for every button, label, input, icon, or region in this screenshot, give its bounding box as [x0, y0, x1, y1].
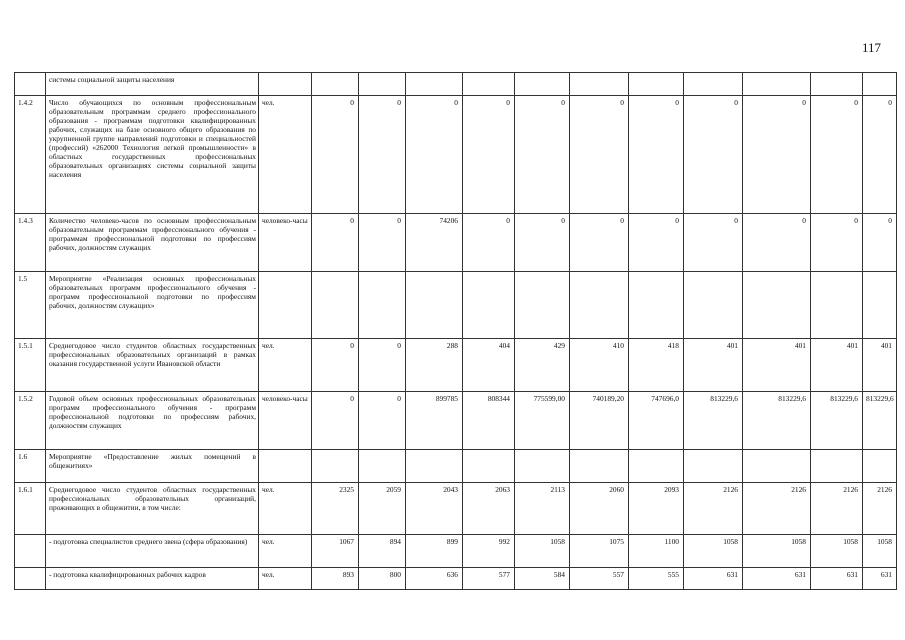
value-cell: [863, 272, 897, 339]
row-description: Среднегодовое число студентов областных государственных профессиональных образовательных организаций в рамках оказания государственной услуги Ивановской области: [46, 339, 259, 392]
row-unit: [259, 73, 312, 96]
value-cell: [743, 450, 811, 483]
value-cell: 2060: [570, 483, 629, 535]
value-cell: 418: [629, 339, 684, 392]
value-cell: [312, 450, 359, 483]
value-cell: 2043: [406, 483, 463, 535]
value-cell: [570, 450, 629, 483]
value-cell: 2126: [743, 483, 811, 535]
value-cell: [359, 73, 406, 96]
row-unit: чел.: [259, 535, 312, 568]
table-row: [15, 568, 897, 590]
row-unit: чел.: [259, 96, 312, 214]
value-cell: 0: [515, 96, 570, 214]
row-unit: чел.: [259, 339, 312, 392]
value-cell: [743, 73, 811, 96]
value-cell: 0: [811, 214, 863, 272]
value-cell: 0: [570, 214, 629, 272]
value-cell: 899: [406, 535, 463, 568]
value-cell: 1058: [743, 535, 811, 568]
value-cell: 288: [406, 339, 463, 392]
value-cell: 410: [570, 339, 629, 392]
row-unit: [259, 450, 312, 483]
row-code: [15, 568, 46, 590]
row-description: Среднегодовое число студентов областных государственных профессиональных образовательных организаций, проживающих в общежитии, в том числе:: [46, 483, 259, 535]
value-cell: [684, 450, 743, 483]
row-description: Число обучающихся по основным профессиональным образовательным программам среднего профессионального образования - программам подготовки квалифицированных рабочих, служащих на базе основного общего образования по укрупненной группе направлений подготовки и специальностей (профессий) «262000 Технология легкой промышленности» в областных государственных профессиональных образовательных организациях системы социальной защиты населения: [46, 96, 259, 214]
row-description: системы социальной защиты населения: [46, 73, 259, 96]
value-cell: 636: [406, 568, 463, 590]
value-cell: 0: [570, 96, 629, 214]
value-cell: 631: [684, 568, 743, 590]
table-row: [15, 392, 897, 450]
value-cell: 557: [570, 568, 629, 590]
table-row: [15, 450, 897, 483]
table-row: [15, 214, 897, 272]
value-cell: 0: [312, 214, 359, 272]
row-code: [15, 535, 46, 568]
value-cell: [406, 272, 463, 339]
value-cell: [684, 272, 743, 339]
value-cell: [629, 450, 684, 483]
value-cell: 404: [463, 339, 515, 392]
row-unit: [259, 272, 312, 339]
value-cell: 1075: [570, 535, 629, 568]
value-cell: 401: [684, 339, 743, 392]
value-cell: 899785: [406, 392, 463, 450]
value-cell: 1058: [515, 535, 570, 568]
value-cell: [359, 272, 406, 339]
row-description: Мероприятие «Реализация основных профессиональных образовательных программ профессионального обучения - программ профессиональной подготовки по профессиям рабочих, должностям служащих»: [46, 272, 259, 339]
value-cell: 1067: [312, 535, 359, 568]
value-cell: 813229,6: [684, 392, 743, 450]
value-cell: 555: [629, 568, 684, 590]
value-cell: 2093: [629, 483, 684, 535]
row-description: Количество человеко-часов по основным профессиональным образовательным программам профессионального обучения - программам профессиональной подготовки по профессиям рабочих, должностям служащих: [46, 214, 259, 272]
value-cell: 0: [743, 96, 811, 214]
value-cell: 893: [312, 568, 359, 590]
row-code: 1.5: [15, 272, 46, 339]
row-description: - подготовка специалистов среднего звена (сфера образования): [46, 535, 259, 568]
value-cell: [463, 272, 515, 339]
value-cell: 401: [863, 339, 897, 392]
value-cell: 747696,0: [629, 392, 684, 450]
row-description: Годовой объем основных профессиональных образовательных программ профессионального обучения - программ профессиональной подготовки по профессиям рабочих, должностям служащих: [46, 392, 259, 450]
value-cell: 2126: [684, 483, 743, 535]
row-unit: чел.: [259, 483, 312, 535]
row-code: 1.4.3: [15, 214, 46, 272]
row-unit: человеко-часы: [259, 214, 312, 272]
value-cell: 0: [515, 214, 570, 272]
value-cell: 2126: [863, 483, 897, 535]
value-cell: 631: [811, 568, 863, 590]
value-cell: [629, 73, 684, 96]
value-cell: 808344: [463, 392, 515, 450]
table-row: [15, 535, 897, 568]
value-cell: 1058: [811, 535, 863, 568]
value-cell: 0: [811, 96, 863, 214]
value-cell: [570, 73, 629, 96]
value-cell: 0: [406, 96, 463, 214]
value-cell: [684, 73, 743, 96]
value-cell: 2063: [463, 483, 515, 535]
value-cell: [463, 73, 515, 96]
value-cell: [570, 272, 629, 339]
value-cell: 1058: [863, 535, 897, 568]
value-cell: 2325: [312, 483, 359, 535]
table-row: [15, 339, 897, 392]
value-cell: [312, 272, 359, 339]
value-cell: 0: [629, 214, 684, 272]
value-cell: [312, 73, 359, 96]
value-cell: [811, 73, 863, 96]
value-cell: 813229,6: [743, 392, 811, 450]
value-cell: 1058: [684, 535, 743, 568]
table-row: [15, 483, 897, 535]
value-cell: 0: [359, 96, 406, 214]
table-row: [15, 96, 897, 214]
value-cell: 429: [515, 339, 570, 392]
value-cell: 631: [863, 568, 897, 590]
value-cell: [811, 272, 863, 339]
value-cell: 0: [684, 96, 743, 214]
value-cell: 631: [743, 568, 811, 590]
value-cell: 992: [463, 535, 515, 568]
value-cell: 577: [463, 568, 515, 590]
value-cell: 0: [863, 214, 897, 272]
value-cell: 1100: [629, 535, 684, 568]
value-cell: 0: [359, 392, 406, 450]
value-cell: 0: [359, 339, 406, 392]
value-cell: [515, 272, 570, 339]
row-code: 1.6.1: [15, 483, 46, 535]
value-cell: 800: [359, 568, 406, 590]
row-description: Мероприятие «Предоставление жилых помещений в общежитиях»: [46, 450, 259, 483]
row-code: [15, 73, 46, 96]
row-unit: человеко-часы: [259, 392, 312, 450]
value-cell: [515, 450, 570, 483]
value-cell: [463, 450, 515, 483]
row-code: 1.4.2: [15, 96, 46, 214]
value-cell: [863, 73, 897, 96]
table-row: [15, 73, 897, 96]
value-cell: 0: [312, 392, 359, 450]
value-cell: [515, 73, 570, 96]
value-cell: [359, 450, 406, 483]
indicator-table: [14, 72, 897, 590]
value-cell: 894: [359, 535, 406, 568]
value-cell: 813229,6: [863, 392, 897, 450]
value-cell: 775599,00: [515, 392, 570, 450]
value-cell: [863, 450, 897, 483]
value-cell: 0: [863, 96, 897, 214]
value-cell: 0: [463, 214, 515, 272]
table-row: [15, 272, 897, 339]
value-cell: 2113: [515, 483, 570, 535]
value-cell: 813229,6: [811, 392, 863, 450]
value-cell: 74206: [406, 214, 463, 272]
row-unit: чел.: [259, 568, 312, 590]
value-cell: 0: [312, 339, 359, 392]
value-cell: 401: [743, 339, 811, 392]
value-cell: 740189,20: [570, 392, 629, 450]
value-cell: 0: [629, 96, 684, 214]
value-cell: 0: [359, 214, 406, 272]
value-cell: 0: [312, 96, 359, 214]
row-code: 1.5.1: [15, 339, 46, 392]
value-cell: [406, 73, 463, 96]
row-description: - подготовка квалифицированных рабочих кадров: [46, 568, 259, 590]
value-cell: 401: [811, 339, 863, 392]
value-cell: [743, 272, 811, 339]
value-cell: 0: [743, 214, 811, 272]
value-cell: 584: [515, 568, 570, 590]
value-cell: [406, 450, 463, 483]
value-cell: 0: [684, 214, 743, 272]
value-cell: 2126: [811, 483, 863, 535]
page-number: 117: [862, 40, 882, 55]
value-cell: [811, 450, 863, 483]
value-cell: [629, 272, 684, 339]
row-code: 1.6: [15, 450, 46, 483]
row-code: 1.5.2: [15, 392, 46, 450]
value-cell: 0: [463, 96, 515, 214]
value-cell: 2059: [359, 483, 406, 535]
